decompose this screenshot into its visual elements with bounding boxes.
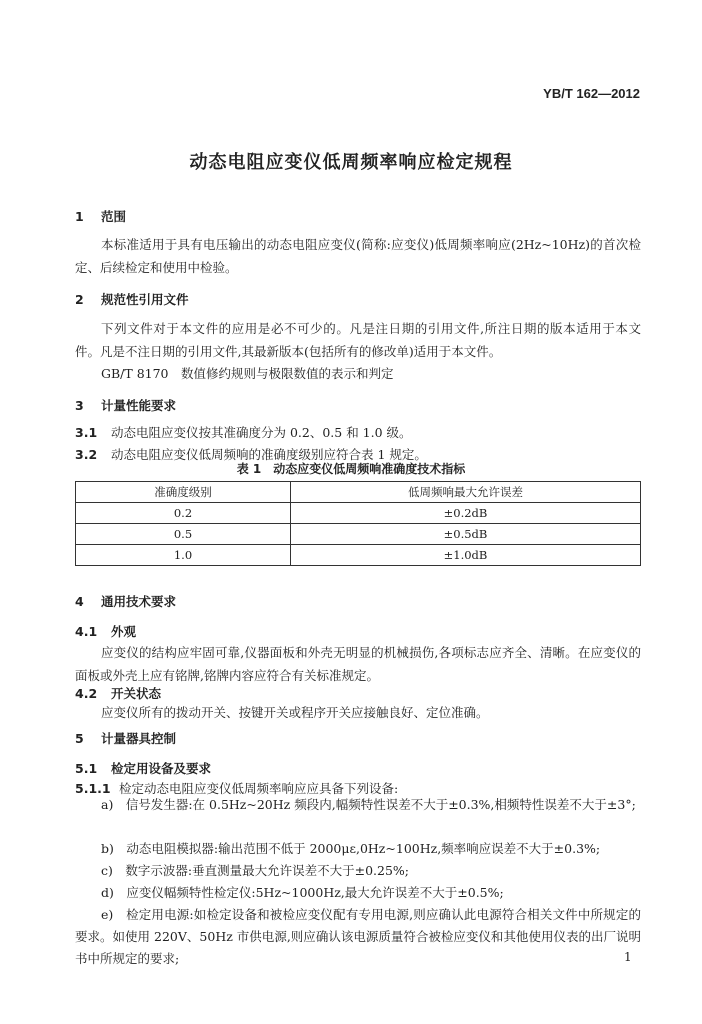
table-cell: 1.0 — [76, 545, 291, 566]
section-title: 计量器具控制 — [101, 731, 177, 746]
table-row — [76, 524, 641, 545]
section-1-heading — [75, 207, 126, 225]
clause-number: 3.2 — [75, 447, 98, 462]
clause-number: 4.2 — [75, 686, 98, 701]
section-title: 通用技术要求 — [101, 594, 177, 609]
clause-title: 检定用设备及要求 — [111, 761, 212, 776]
table-row — [76, 545, 641, 566]
accuracy-table — [75, 481, 641, 566]
table-cell: 0.2 — [76, 503, 291, 524]
table-cell: ±0.2dB — [291, 503, 641, 524]
clause-number: 3.1 — [75, 425, 98, 440]
clause-title: 外观 — [111, 624, 137, 639]
section-number: 4 — [75, 594, 84, 609]
normative-reference: GB/T 8170 数值修约规则与极限数值的表示和判定 — [101, 366, 394, 381]
clause-4-1-heading — [75, 622, 136, 640]
clause-text: 动态电阻应变仪低周频响的准确度级别应符合表 1 规定。 — [111, 447, 427, 462]
section-2-heading — [75, 290, 189, 308]
section-title: 范围 — [101, 209, 127, 224]
list-item-e: e) 检定用电源:如检定设备和被检应变仪配有专用电源,则应确认此电源符合相关文件中所规定的要求。如使用 220V、50Hz 市供电源,则应确认该电源质量符合被检应变仪和其他使用仪表的出厂说明书中所规定的要求; — [75, 907, 641, 966]
table-header-row — [76, 482, 641, 503]
clause-4-2-paragraph: 应变仪所有的拨动开关、按键开关或程序开关应接触良好、定位准确。 — [101, 705, 489, 720]
section-1-paragraph: 本标准适用于具有电压输出的动态电阻应变仪(简称:应变仪)低周频率响应(2Hz~10Hz)的首次检定、后续检定和使用中检验。 — [75, 237, 641, 275]
table-header: 低周频响最大允许误差 — [291, 482, 641, 503]
clause-5-1-heading — [75, 759, 211, 777]
table-cell: ±0.5dB — [291, 524, 641, 545]
section-3-heading — [75, 396, 176, 414]
list-item-a: a) 信号发生器:在 0.5Hz~20Hz 频段内,幅频特性误差不大于±0.3%,相频特性误差不大于±3°; — [101, 797, 636, 812]
clause-3-1 — [75, 423, 412, 441]
section-number: 5 — [75, 731, 84, 746]
list-item-b: b) 动态电阻模拟器:输出范围不低于 2000με,0Hz~100Hz,频率响应误差不大于±0.3%; — [101, 841, 601, 856]
section-number: 1 — [75, 209, 84, 224]
clause-number: 4.1 — [75, 624, 98, 639]
clause-title: 开关状态 — [111, 686, 162, 701]
document-title: 动态电阻应变仪低周频率响应检定规程 — [189, 152, 513, 173]
table-header: 准确度级别 — [76, 482, 291, 503]
table-cell: ±1.0dB — [291, 545, 641, 566]
table-cell: 0.5 — [76, 524, 291, 545]
section-2-paragraph: 下列文件对于本文件的应用是必不可少的。凡是注日期的引用文件,所注日期的版本适用于本文件。凡是不注日期的引用文件,其最新版本(包括所有的修改单)适用于本文件。 — [75, 321, 641, 359]
table-row — [76, 503, 641, 524]
section-title: 规范性引用文件 — [101, 292, 189, 307]
clause-number: 5.1.1 — [75, 781, 111, 796]
standard-number: YB/T 162—2012 — [543, 86, 640, 101]
list-item-c: c) 数字示波器:垂直测量最大允许误差不大于±0.25%; — [101, 863, 409, 878]
list-item-d: d) 应变仪幅频特性检定仪:5Hz~1000Hz,最大允许误差不大于±0.5%; — [101, 885, 504, 900]
clause-text: 动态电阻应变仪按其准确度分为 0.2、0.5 和 1.0 级。 — [111, 425, 412, 440]
clause-text: 检定动态电阻应变仪低周频率响应应具备下列设备: — [119, 781, 399, 796]
table-caption: 表 1 动态应变仪低周频响准确度技术指标 — [236, 462, 466, 476]
clause-number: 5.1 — [75, 761, 98, 776]
clause-4-1-paragraph: 应变仪的结构应牢固可靠,仪器面板和外壳无明显的机械损伤,各项标志应齐全、清晰。在应变仪的面板或外壳上应有铭牌,铭牌内容应符合有关标准规定。 — [75, 645, 641, 683]
clause-4-2-heading — [75, 684, 161, 702]
section-4-heading — [75, 592, 176, 610]
section-5-heading — [75, 729, 176, 747]
section-number: 2 — [75, 292, 84, 307]
page-number: 1 — [624, 950, 632, 964]
section-number: 3 — [75, 398, 84, 413]
section-title: 计量性能要求 — [101, 398, 177, 413]
